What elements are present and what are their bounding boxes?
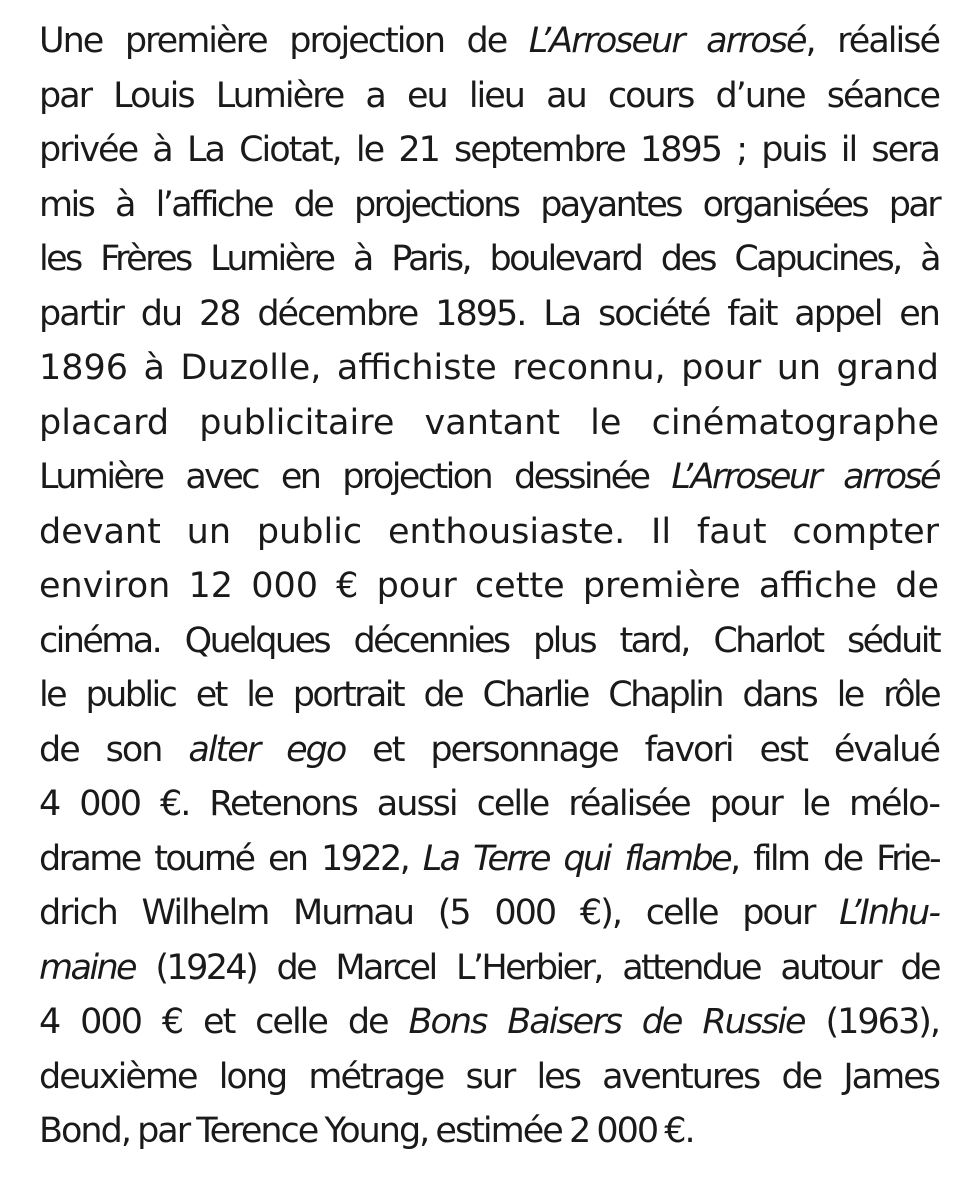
body-paragraph [39, 14, 939, 1159]
text-line: 4 000 €. Retenons aussi celle réalisée pour le mélo- [39, 784, 939, 824]
text-line-last: Bond, par Terence Young, estimée 2 000 €. [39, 1111, 694, 1151]
text-line: de son alter ego et personnage favori est évalué [39, 729, 939, 770]
text-line: Lumière avec en projection dessinée L’Arroseur arrosé [39, 457, 939, 497]
text-line: par Louis Lumière a eu lieu au cours d’une séance [39, 75, 939, 116]
text-line: devant un public enthousiaste. Il faut compter [39, 511, 939, 552]
text-line: Une première projection de L’Arroseur arrosé, réalisé [39, 21, 939, 61]
text-line: 1896 à Duzolle, affichiste reconnu, pour un grand [39, 348, 939, 388]
document-page [39, 14, 939, 1159]
text-line: les Frères Lumière à Paris, boulevard des Capucines, à [39, 239, 939, 279]
text-line: maine (1924) de Marcel L’Herbier, attendue autour de [39, 947, 939, 988]
text-line: privée à La Ciotat, le 21 septembre 1895 ; puis il sera [39, 130, 939, 170]
text-line: 4 000 € et celle de Bons Baisers de Russie (1963), [39, 1002, 939, 1042]
text-line: drame tourné en 1922, La Terre qui flambe, film de Frie- [39, 838, 939, 879]
text-line: mis à l’affiche de projections payantes organisées par [39, 184, 939, 225]
text-line: drich Wilhelm Murnau (5 000 €), celle pour L’Inhu- [39, 893, 939, 933]
text-line: placard publicitaire vantant le cinématographe [39, 402, 939, 443]
text-line: le public et le portrait de Charlie Chaplin dans le rôle [39, 675, 939, 715]
text-line: deuxième long métrage sur les aventures de James [39, 1056, 939, 1097]
text-line: environ 12 000 € pour cette première affiche de [39, 566, 939, 606]
text-line: cinéma. Quelques décennies plus tard, Charlot séduit [39, 620, 939, 661]
text-line: partir du 28 décembre 1895. La société fait appel en [39, 293, 939, 334]
